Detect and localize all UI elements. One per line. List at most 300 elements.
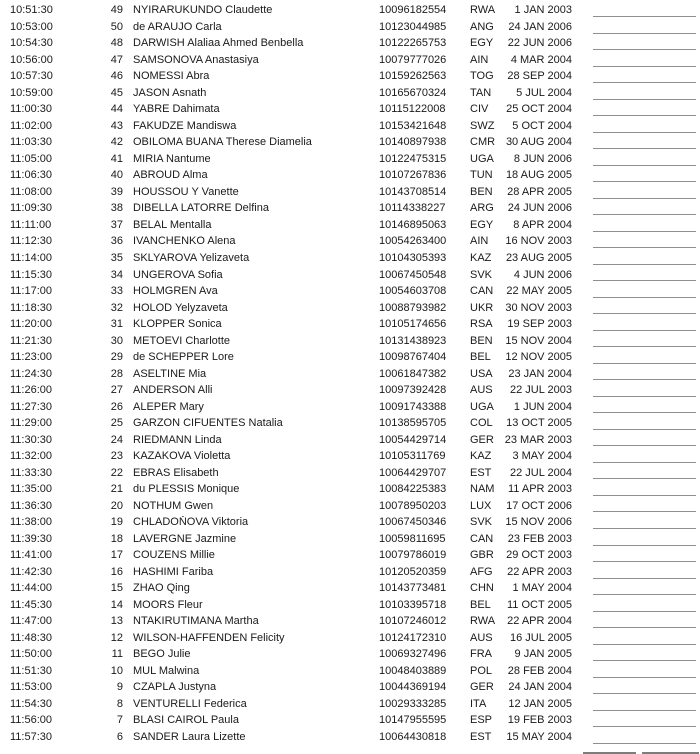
rider-name-cell: BELAL Mentalla bbox=[133, 218, 212, 231]
rider-name-cell: DIBELLA LATORRE Delfina bbox=[133, 202, 269, 215]
start-time-cell: 11:23:00 bbox=[10, 351, 53, 364]
start-list-row bbox=[0, 514, 700, 531]
birth-date-cell: 3 MAY 2004 bbox=[512, 450, 572, 463]
start-list-row bbox=[0, 217, 700, 234]
birth-date-cell: 22 APR 2003 bbox=[507, 565, 572, 578]
start-list-row bbox=[0, 597, 700, 614]
birth-date-cell: 8 JUN 2006 bbox=[513, 152, 572, 165]
noc-cell: POL bbox=[470, 664, 493, 677]
signature-line bbox=[593, 196, 696, 199]
start-list-row bbox=[0, 283, 700, 300]
noc-cell: KAZ bbox=[470, 251, 492, 264]
bib-number-cell: 8 bbox=[116, 697, 123, 710]
start-time-cell: 11:33:30 bbox=[10, 466, 53, 479]
rider-name-cell: de SCHEPPER Lore bbox=[133, 351, 234, 364]
noc-cell: SVK bbox=[470, 268, 493, 281]
rider-name-cell: NTAKIRUTIMANA Martha bbox=[133, 615, 259, 628]
birth-date-cell: 23 AUG 2005 bbox=[505, 251, 572, 264]
rider-name-cell: du PLESSIS Monique bbox=[133, 483, 240, 496]
uci-id-cell: 10088793982 bbox=[379, 301, 447, 314]
uci-id-cell: 10054603708 bbox=[379, 285, 447, 298]
rider-name-cell: LAVERGNE Jazmine bbox=[133, 532, 237, 545]
noc-cell: LUX bbox=[470, 499, 492, 512]
birth-date-cell: 24 JAN 2004 bbox=[508, 681, 572, 694]
uci-id-cell: 10044369194 bbox=[379, 681, 447, 694]
signature-line bbox=[593, 691, 696, 694]
start-list-row bbox=[0, 564, 700, 581]
signature-line bbox=[593, 295, 696, 298]
bib-number-cell: 33 bbox=[110, 285, 123, 298]
noc-cell: RWA bbox=[470, 4, 496, 17]
uci-id-cell: 10067450346 bbox=[379, 516, 447, 529]
noc-cell: EGY bbox=[470, 37, 494, 50]
birth-date-cell: 23 FEB 2003 bbox=[507, 532, 572, 545]
uci-id-cell: 10107246012 bbox=[379, 615, 447, 628]
noc-cell: CAN bbox=[470, 532, 494, 545]
bib-number-cell: 47 bbox=[110, 53, 123, 66]
uci-id-cell: 10107267836 bbox=[379, 169, 447, 182]
rider-name-cell: de ARAUJO Carla bbox=[133, 20, 222, 33]
rider-name-cell: KAZAKOVA Violetta bbox=[133, 450, 231, 463]
bib-number-cell: 35 bbox=[110, 251, 123, 264]
noc-cell: BEL bbox=[470, 598, 491, 611]
signature-line bbox=[593, 460, 696, 463]
uci-id-cell: 10064430818 bbox=[379, 730, 447, 743]
signature-line bbox=[593, 130, 696, 133]
uci-id-cell: 10048403889 bbox=[379, 664, 447, 677]
signature-line bbox=[593, 80, 696, 83]
noc-cell: SVK bbox=[470, 516, 493, 529]
signature-line bbox=[593, 262, 696, 265]
start-time-cell: 11:48:30 bbox=[10, 631, 53, 644]
bib-number-cell: 25 bbox=[110, 417, 123, 430]
uci-id-cell: 10078950203 bbox=[379, 499, 447, 512]
birth-date-cell: 23 MAR 2003 bbox=[504, 433, 572, 446]
signature-line bbox=[593, 724, 696, 727]
uci-id-cell: 10059811695 bbox=[379, 532, 446, 545]
birth-date-cell: 18 AUG 2005 bbox=[505, 169, 572, 182]
start-list-row bbox=[0, 580, 700, 597]
rider-name-cell: RIEDMANN Linda bbox=[133, 433, 222, 446]
noc-cell: CAN bbox=[470, 285, 494, 298]
rider-name-cell: NOTHUM Gwen bbox=[133, 499, 214, 512]
rider-name-cell: CHLADOŇOVA Viktoria bbox=[133, 516, 249, 529]
signature-line bbox=[593, 377, 696, 380]
bib-number-cell: 19 bbox=[110, 516, 123, 529]
start-time-cell: 11:45:30 bbox=[10, 598, 53, 611]
noc-cell: GER bbox=[470, 433, 494, 446]
start-time-cell: 11:26:00 bbox=[10, 384, 53, 397]
signature-line bbox=[593, 642, 696, 645]
uci-id-cell: 10153421648 bbox=[379, 119, 447, 132]
bib-number-cell: 32 bbox=[110, 301, 123, 314]
bib-number-cell: 50 bbox=[110, 20, 123, 33]
start-list-row bbox=[0, 398, 700, 415]
rider-name-cell: ALEPER Mary bbox=[133, 400, 204, 413]
birth-date-cell: 22 JUL 2004 bbox=[510, 466, 572, 479]
signature-line bbox=[593, 708, 696, 711]
signature-line bbox=[593, 559, 696, 562]
bib-number-cell: 17 bbox=[110, 549, 123, 562]
rider-name-cell: BEGO Julie bbox=[133, 648, 191, 661]
start-list-row bbox=[0, 630, 700, 647]
rider-name-cell: COUZENS Millie bbox=[133, 549, 215, 562]
start-list-row bbox=[0, 167, 700, 184]
start-list-row bbox=[0, 349, 700, 366]
birth-date-cell: 11 OCT 2005 bbox=[506, 598, 572, 611]
birth-date-cell: 25 OCT 2004 bbox=[506, 103, 572, 116]
signature-line bbox=[593, 229, 696, 232]
start-list-row bbox=[0, 547, 700, 564]
uci-id-cell: 10131438923 bbox=[379, 334, 447, 347]
start-time-cell: 11:39:30 bbox=[10, 532, 53, 545]
noc-cell: TAN bbox=[470, 86, 492, 99]
rider-name-cell: ZHAO Qing bbox=[133, 582, 190, 595]
rider-name-cell: GARZON CIFUENTES Natalia bbox=[133, 417, 283, 430]
start-list-row bbox=[0, 266, 700, 283]
birth-date-cell: 30 NOV 2003 bbox=[505, 301, 572, 314]
birth-date-cell: 28 FEB 2004 bbox=[507, 664, 572, 677]
rider-name-cell: HOLOD Yelyzaveta bbox=[133, 301, 228, 314]
uci-id-cell: 10146895063 bbox=[379, 218, 447, 231]
signature-line bbox=[593, 31, 696, 34]
uci-id-cell: 10122265753 bbox=[379, 37, 447, 50]
bib-number-cell: 30 bbox=[110, 334, 123, 347]
birth-date-cell: 22 APR 2004 bbox=[507, 615, 572, 628]
birth-date-cell: 28 SEP 2004 bbox=[507, 70, 572, 83]
start-time-cell: 10:57:30 bbox=[10, 70, 53, 83]
signature-line bbox=[593, 509, 696, 512]
start-time-cell: 11:17:00 bbox=[10, 285, 53, 298]
start-list-row bbox=[0, 2, 700, 19]
signature-line bbox=[593, 576, 696, 579]
start-list-row bbox=[0, 68, 700, 85]
signature-line bbox=[593, 592, 696, 595]
bib-number-cell: 22 bbox=[110, 466, 123, 479]
uci-id-cell: 10114338227 bbox=[379, 202, 446, 215]
rider-name-cell: HASHIMI Fariba bbox=[133, 565, 214, 578]
start-time-cell: 11:53:00 bbox=[10, 681, 53, 694]
bib-number-cell: 31 bbox=[110, 318, 123, 331]
uci-id-cell: 10159262563 bbox=[379, 70, 447, 83]
rider-name-cell: NYIRARUKUNDO Claudette bbox=[133, 4, 273, 17]
birth-date-cell: 24 JAN 2006 bbox=[508, 20, 572, 33]
rider-name-cell: ASELTINE Mia bbox=[133, 367, 207, 380]
birth-date-cell: 8 APR 2004 bbox=[513, 218, 572, 231]
start-time-cell: 11:38:00 bbox=[10, 516, 53, 529]
bib-number-cell: 42 bbox=[110, 136, 123, 149]
rider-name-cell: ABROUD Alma bbox=[133, 169, 208, 182]
bib-number-cell: 37 bbox=[110, 218, 123, 231]
bib-number-cell: 13 bbox=[110, 615, 123, 628]
start-time-cell: 11:11:00 bbox=[10, 218, 52, 231]
uci-id-cell: 10079777026 bbox=[379, 53, 447, 66]
noc-cell: USA bbox=[470, 367, 493, 380]
bib-number-cell: 44 bbox=[110, 103, 123, 116]
birth-date-cell: 23 JAN 2004 bbox=[508, 367, 572, 380]
signature-line bbox=[593, 526, 696, 529]
uci-id-cell: 10054263400 bbox=[379, 235, 447, 248]
start-time-cell: 11:29:00 bbox=[10, 417, 53, 430]
bib-number-cell: 38 bbox=[110, 202, 123, 215]
bib-number-cell: 14 bbox=[110, 598, 123, 611]
signature-line bbox=[593, 146, 696, 149]
noc-cell: COL bbox=[470, 417, 493, 430]
start-list-row bbox=[0, 184, 700, 201]
bib-number-cell: 16 bbox=[110, 565, 123, 578]
start-time-cell: 11:47:00 bbox=[10, 615, 53, 628]
birth-date-cell: 1 MAY 2004 bbox=[512, 582, 572, 595]
noc-cell: AUS bbox=[470, 631, 493, 644]
uci-id-cell: 10165670324 bbox=[379, 86, 447, 99]
birth-date-cell: 22 JUN 2006 bbox=[507, 37, 572, 50]
birth-date-cell: 17 OCT 2006 bbox=[506, 499, 572, 512]
birth-date-cell: 29 OCT 2003 bbox=[506, 549, 572, 562]
rider-name-cell: MOORS Fleur bbox=[133, 598, 203, 611]
uci-id-cell: 10140897938 bbox=[379, 136, 447, 149]
signature-line bbox=[593, 64, 696, 67]
birth-date-cell: 19 FEB 2003 bbox=[507, 714, 572, 727]
start-time-cell: 11:36:30 bbox=[10, 499, 53, 512]
noc-cell: UGA bbox=[470, 152, 494, 165]
noc-cell: RSA bbox=[470, 318, 493, 331]
noc-cell: BEN bbox=[470, 334, 493, 347]
start-time-cell: 11:30:30 bbox=[10, 433, 53, 446]
birth-date-cell: 19 SEP 2003 bbox=[507, 318, 572, 331]
birth-date-cell: 4 MAR 2004 bbox=[510, 53, 572, 66]
bib-number-cell: 18 bbox=[110, 532, 123, 545]
bib-number-cell: 48 bbox=[110, 37, 123, 50]
rider-name-cell: JASON Asnath bbox=[133, 86, 207, 99]
signature-line bbox=[593, 212, 696, 215]
start-list-row bbox=[0, 415, 700, 432]
start-time-cell: 11:35:00 bbox=[10, 483, 53, 496]
uci-id-cell: 10143773481 bbox=[379, 582, 447, 595]
signature-line bbox=[593, 163, 696, 166]
start-time-cell: 10:51:30 bbox=[10, 4, 53, 17]
start-list-row bbox=[0, 151, 700, 168]
rider-name-cell: HOUSSOU Y Vanette bbox=[133, 185, 239, 198]
uci-id-cell: 10061847382 bbox=[379, 367, 447, 380]
start-time-cell: 11:03:30 bbox=[10, 136, 53, 149]
bib-number-cell: 29 bbox=[110, 351, 123, 364]
birth-date-cell: 12 NOV 2005 bbox=[505, 351, 572, 364]
start-list-row bbox=[0, 134, 700, 151]
birth-date-cell: 15 MAY 2004 bbox=[506, 730, 572, 743]
bib-number-cell: 45 bbox=[110, 86, 123, 99]
rider-name-cell: SANDER Laura Lizette bbox=[133, 730, 246, 743]
noc-cell: ANG bbox=[470, 20, 494, 33]
start-time-cell: 11:00:30 bbox=[10, 103, 53, 116]
start-list-row bbox=[0, 101, 700, 118]
noc-cell: FRA bbox=[470, 648, 492, 661]
signature-line bbox=[593, 344, 696, 347]
bib-number-cell: 11 bbox=[111, 648, 123, 661]
start-list-row bbox=[0, 35, 700, 52]
signature-line bbox=[593, 741, 696, 744]
noc-cell: AIN bbox=[470, 53, 489, 66]
bib-number-cell: 6 bbox=[116, 730, 123, 743]
start-time-cell: 11:08:00 bbox=[10, 185, 53, 198]
signature-line bbox=[593, 328, 696, 331]
signature-line bbox=[593, 245, 696, 248]
rider-name-cell: MIRIA Nantume bbox=[133, 152, 211, 165]
noc-cell: EGY bbox=[470, 218, 494, 231]
bib-number-cell: 43 bbox=[110, 119, 123, 132]
start-list-row bbox=[0, 679, 700, 696]
start-list-row bbox=[0, 464, 700, 481]
start-time-cell: 11:32:00 bbox=[10, 450, 53, 463]
noc-cell: ARG bbox=[470, 202, 494, 215]
noc-cell: GER bbox=[470, 681, 494, 694]
signature-line bbox=[593, 658, 696, 661]
signature-line bbox=[593, 179, 696, 182]
birth-date-cell: 22 JUL 2003 bbox=[510, 384, 572, 397]
noc-cell: BEL bbox=[470, 351, 491, 364]
bib-number-cell: 39 bbox=[110, 185, 123, 198]
bib-number-cell: 23 bbox=[110, 450, 123, 463]
noc-cell: BEN bbox=[470, 185, 493, 198]
start-list-row bbox=[0, 200, 700, 217]
uci-id-cell: 10105174656 bbox=[379, 318, 447, 331]
noc-cell: RWA bbox=[470, 615, 496, 628]
uci-id-cell: 10029333285 bbox=[379, 697, 447, 710]
noc-cell: AUS bbox=[470, 384, 493, 397]
signature-line bbox=[593, 625, 696, 628]
bib-number-cell: 40 bbox=[110, 169, 123, 182]
birth-date-cell: 30 AUG 2004 bbox=[505, 136, 572, 149]
noc-cell: UKR bbox=[470, 301, 494, 314]
uci-id-cell: 10123044985 bbox=[379, 20, 447, 33]
rider-name-cell: SKLYAROVA Yelizaveta bbox=[133, 251, 250, 264]
bib-number-cell: 21 bbox=[110, 483, 123, 496]
signature-line bbox=[593, 311, 696, 314]
start-list-row bbox=[0, 663, 700, 680]
birth-date-cell: 16 JUL 2005 bbox=[510, 631, 572, 644]
signature-line bbox=[593, 394, 696, 397]
signature-line bbox=[593, 427, 696, 430]
noc-cell: EST bbox=[470, 466, 492, 479]
start-time-cell: 11:09:30 bbox=[10, 202, 53, 215]
birth-date-cell: 15 NOV 2004 bbox=[505, 334, 572, 347]
signature-line bbox=[593, 609, 696, 612]
start-time-cell: 11:12:30 bbox=[10, 235, 53, 248]
signature-line bbox=[593, 493, 696, 496]
bib-number-cell: 20 bbox=[110, 499, 123, 512]
start-time-cell: 11:41:00 bbox=[10, 549, 53, 562]
rider-name-cell: KLOPPER Sonica bbox=[133, 318, 222, 331]
rider-name-cell: CZAPLA Justyna bbox=[133, 681, 217, 694]
start-list-row bbox=[0, 118, 700, 135]
start-time-cell: 11:24:30 bbox=[10, 367, 53, 380]
birth-date-cell: 13 OCT 2005 bbox=[506, 417, 572, 430]
signature-line bbox=[593, 443, 696, 446]
start-time-cell: 11:20:00 bbox=[10, 318, 53, 331]
start-time-cell: 10:56:00 bbox=[10, 53, 53, 66]
start-list-row bbox=[0, 233, 700, 250]
bib-number-cell: 24 bbox=[110, 433, 123, 446]
uci-id-cell: 10091743388 bbox=[379, 400, 447, 413]
start-list-row bbox=[0, 531, 700, 548]
start-list-row bbox=[0, 696, 700, 713]
uci-id-cell: 10105311769 bbox=[379, 450, 446, 463]
start-list-row bbox=[0, 365, 700, 382]
start-list-row bbox=[0, 382, 700, 399]
birth-date-cell: 5 JUL 2004 bbox=[516, 86, 572, 99]
noc-cell: EST bbox=[470, 730, 492, 743]
noc-cell: CIV bbox=[470, 103, 489, 116]
start-list-row bbox=[0, 250, 700, 267]
bib-number-cell: 9 bbox=[116, 681, 123, 694]
noc-cell: ITA bbox=[470, 697, 487, 710]
rider-name-cell: OBILOMA BUANA Therese Diamelia bbox=[133, 136, 312, 149]
rider-name-cell: EBRAS Elisabeth bbox=[133, 466, 219, 479]
signature-line bbox=[593, 97, 696, 100]
start-time-cell: 11:56:00 bbox=[10, 714, 53, 727]
start-time-cell: 11:05:00 bbox=[10, 152, 53, 165]
start-time-cell: 11:06:30 bbox=[10, 169, 53, 182]
bib-number-cell: 15 bbox=[110, 582, 123, 595]
start-time-cell: 11:14:00 bbox=[10, 251, 53, 264]
birth-date-cell: 1 JAN 2003 bbox=[514, 4, 572, 17]
signature-line bbox=[593, 476, 696, 479]
uci-id-cell: 10115122008 bbox=[379, 103, 446, 116]
start-list-row bbox=[0, 316, 700, 333]
rider-name-cell: METOEVI Charlotte bbox=[133, 334, 230, 347]
uci-id-cell: 10064429707 bbox=[379, 466, 447, 479]
uci-id-cell: 10147955595 bbox=[379, 714, 447, 727]
uci-id-cell: 10143708514 bbox=[379, 185, 447, 198]
noc-cell: AFG bbox=[470, 565, 493, 578]
uci-id-cell: 10098767404 bbox=[379, 351, 447, 364]
uci-id-cell: 10084225383 bbox=[379, 483, 447, 496]
bib-number-cell: 41 bbox=[110, 152, 123, 165]
rider-name-cell: WILSON-HAFFENDEN Felicity bbox=[133, 631, 285, 644]
start-list-row bbox=[0, 613, 700, 630]
uci-id-cell: 10120520359 bbox=[379, 565, 447, 578]
bib-number-cell: 7 bbox=[116, 714, 123, 727]
start-time-cell: 11:44:00 bbox=[10, 582, 53, 595]
start-time-cell: 11:51:30 bbox=[10, 664, 53, 677]
noc-cell: NAM bbox=[470, 483, 495, 496]
start-time-cell: 10:53:00 bbox=[10, 20, 53, 33]
noc-cell: KAZ bbox=[470, 450, 492, 463]
start-list-row bbox=[0, 712, 700, 729]
rider-name-cell: HOLMGREN Ava bbox=[133, 285, 218, 298]
signature-line bbox=[593, 675, 696, 678]
uci-id-cell: 10079786019 bbox=[379, 549, 447, 562]
start-list-row bbox=[0, 52, 700, 69]
start-list-row bbox=[0, 431, 700, 448]
start-time-cell: 11:50:00 bbox=[10, 648, 53, 661]
signature-line bbox=[593, 14, 696, 17]
birth-date-cell: 28 APR 2005 bbox=[507, 185, 572, 198]
noc-cell: UGA bbox=[470, 400, 494, 413]
noc-cell: SWZ bbox=[470, 119, 495, 132]
uci-id-cell: 10138595705 bbox=[379, 417, 447, 430]
bib-number-cell: 46 bbox=[110, 70, 123, 83]
rider-name-cell: VENTURELLI Federica bbox=[133, 697, 247, 710]
birth-date-cell: 24 JUN 2006 bbox=[507, 202, 572, 215]
rider-name-cell: NOMESSI Abra bbox=[133, 70, 210, 83]
start-list-row bbox=[0, 299, 700, 316]
noc-cell: TOG bbox=[470, 70, 494, 83]
noc-cell: ESP bbox=[470, 714, 493, 727]
signature-line bbox=[593, 278, 696, 281]
uci-id-cell: 10104305393 bbox=[379, 251, 447, 264]
birth-date-cell: 22 MAY 2005 bbox=[506, 285, 572, 298]
uci-id-cell: 10124172310 bbox=[379, 631, 447, 644]
